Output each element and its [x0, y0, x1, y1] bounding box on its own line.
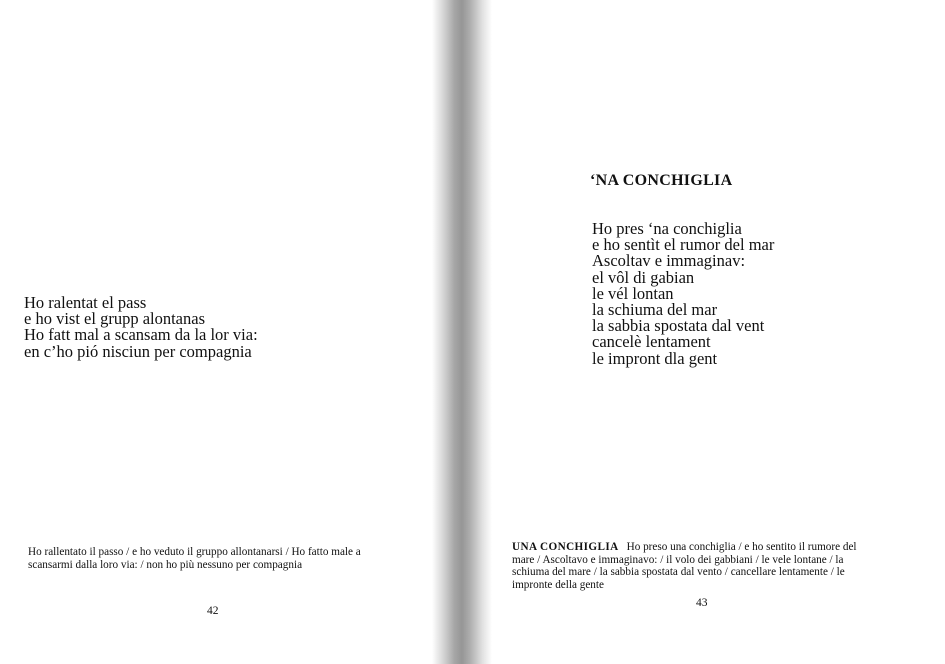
poem-line: cancelè lentament [592, 332, 711, 352]
right-translation [512, 541, 916, 591]
poem-line: e ho vist el grupp alontanas [24, 309, 206, 329]
translation-line: impronte della gente [512, 578, 604, 591]
poem-line: la sabbia spostata dal vent [592, 316, 765, 336]
poem-line: le vél lontan [592, 283, 674, 303]
left-page [0, 0, 470, 664]
poem-title: ‘NA CONCHIGLIA [590, 172, 733, 189]
left-translation [28, 546, 432, 571]
translation-line: mare / Ascoltavo e immaginavo: / il volo dei gabbiani / le vele lontane / la [512, 553, 844, 566]
poem-line: la schiuma del mar [592, 300, 718, 320]
translation-title: UNA CONCHIGLIA [512, 541, 619, 553]
translation-line [512, 541, 916, 554]
poem-line: Ho fatt mal a scansam da la lor via: [24, 325, 258, 345]
poem-line: Ascoltav e immaginav: [592, 251, 746, 271]
translation-line: Ho rallentato il passo / e ho veduto il gruppo allontanarsi / Ho fatto male a [28, 546, 361, 558]
left-poem-stanza [24, 295, 258, 360]
poem-line: el vôl di gabian [592, 267, 695, 287]
right-page [470, 0, 945, 664]
translation-line: schiuma del mare / la sabbia spostata dal vento / cancellare lentamente / le [512, 566, 845, 579]
poem-line: en c’ho pió nisciun per compagnia [24, 341, 252, 361]
poem-line: e ho sentìt el rumor del mar [592, 235, 775, 255]
right-poem-stanza [592, 221, 774, 367]
translation-line-text: Ho preso una conchiglia / e ho sentito il rumore del [626, 541, 857, 553]
poem-line: Ho pres ‘na conchiglia [592, 219, 742, 238]
page-number-left: 42 [207, 605, 219, 617]
page-number-right: 43 [696, 597, 708, 609]
poem-line: le impront dla gent [592, 348, 718, 368]
translation-line: scansarmi dalla loro via: / non ho più nessuno per compagnia [28, 558, 303, 571]
poem-line: Ho ralentat el pass [24, 293, 147, 312]
